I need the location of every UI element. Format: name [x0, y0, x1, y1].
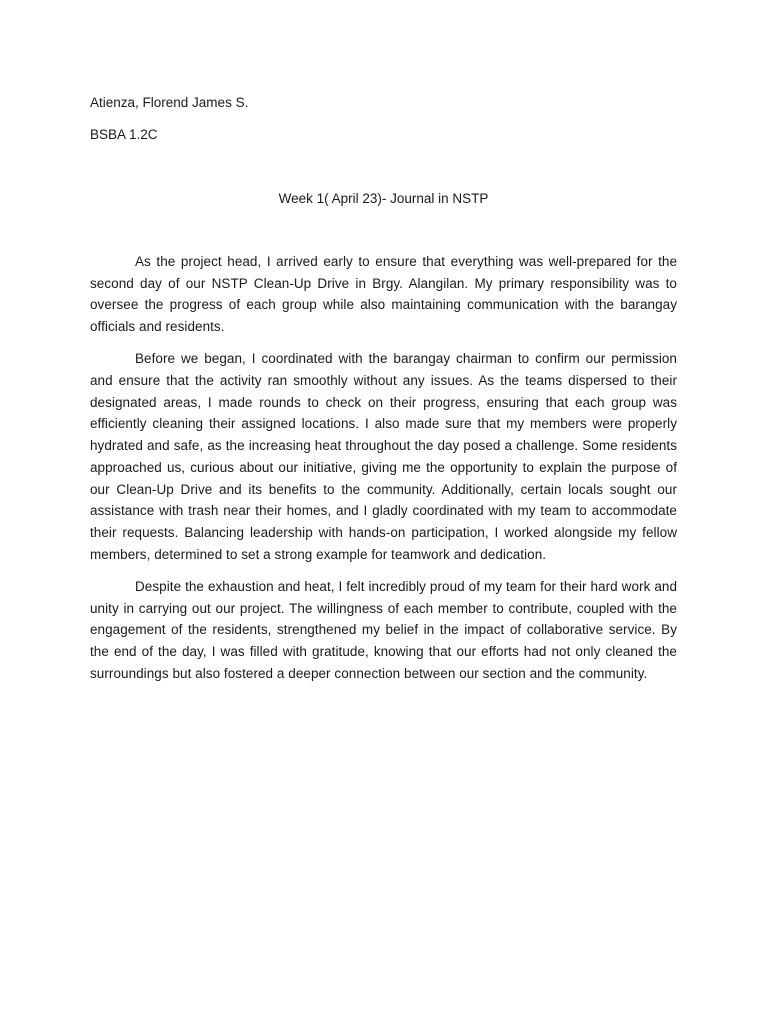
journal-title: Week 1( April 23)- Journal in NSTP: [278, 191, 489, 206]
journal-body: [90, 251, 677, 684]
author-name: Atienza, Florend James S.: [90, 95, 249, 110]
paragraph-2: Before we began, I coordinated with the barangay chairman to confirm our permission and ensure that the activity ran smoothly without any issues. As the teams dispersed to their designated areas, I made rounds to check on their progress, ensuring that each group was efficiently cleaning their assigned locations. I also made sure that my members were properly hydrated and safe, as the increasing heat throughout the day posed a challenge. Some residents approached us, curious about our initiative, giving me the opportunity to explain the purpose of our Clean-Up Drive and its benefits to the community. Additionally, certain locals sought our assistance with trash near their homes, and I gladly coordinated with my team to accommodate their requests. Balancing leadership with hands-on participation, I worked alongside my fellow members, determined to set a strong example for teamwork and dedication.: [90, 351, 677, 562]
paragraph-1: As the project head, I arrived early to ensure that everything was well-prepared for the second day of our NSTP Clean-Up Drive in Brgy. Alangilan. My primary responsibility was to oversee the progress of each group while also maintaining communication with the barangay officials and residents.: [90, 254, 677, 335]
document-content: [90, 92, 677, 695]
paragraph-3: Despite the exhaustion and heat, I felt incredibly proud of my team for their hard work and unity in carrying out our project. The willingness of each member to contribute, coupled with the engagement of the residents, strengthened my belief in the impact of collaborative service. By the end of the day, I was filled with gratitude, knowing that our efforts had not only cleaned the surroundings but also fostered a deeper connection between our section and the community.: [90, 578, 677, 681]
class-section: BSBA 1.2C: [90, 127, 158, 142]
